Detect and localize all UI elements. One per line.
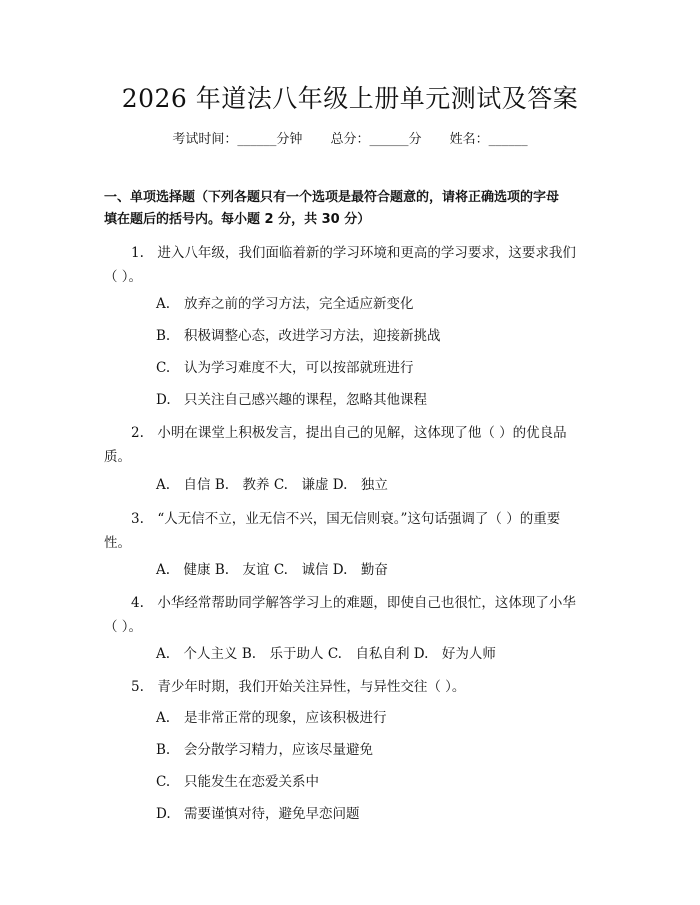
question-4-line-1: 4. 小华经常帮助同学解答学习上的难题，即使自己也很忙，这体现了小华 <box>131 595 576 611</box>
question-1-option-d: D. 只关注自己感兴趣的课程，忽略其他课程 <box>156 392 427 408</box>
question-5-option-a: A. 是非常正常的现象，应该积极进行 <box>156 710 387 726</box>
question-3-options: A. 健康 B. 友谊 C. 诚信 D. 勤奋 <box>156 562 388 578</box>
question-1-option-a: A. 放弃之前的学习方法，完全适应新变化 <box>156 296 414 312</box>
question-2-options: A. 自信 B. 教养 C. 谦虚 D. 独立 <box>156 477 388 493</box>
question-3-line-2: 性。 <box>104 535 131 551</box>
exam-score: 总分：______分 <box>330 132 422 147</box>
section-heading-line-1: 一、单项选择题（下列各题只有一个选项是最符合题意的，请将正确选项的字母 <box>104 190 560 205</box>
section-heading <box>104 187 596 231</box>
question-4-line-2: （ ）。 <box>104 619 143 635</box>
question-5-option-c: C. 只能发生在恋爱关系中 <box>156 774 319 790</box>
question-2-line-1: 2. 小明在课堂上积极发言，提出自己的见解，这体现了他（ ）的优良品 <box>131 425 567 441</box>
exam-meta <box>0 129 700 151</box>
question-1-option-b: B. 积极调整心态，改进学习方法，迎接新挑战 <box>156 328 441 344</box>
question-1 <box>104 241 596 289</box>
question-1-option-c: C. 认为学习难度不大，可以按部就班进行 <box>156 360 414 376</box>
question-2-line-2: 质。 <box>104 449 131 465</box>
question-3-line-1: 3. “人无信不立，业无信不兴，国无信则衰。”这句话强调了（ ）的重要 <box>131 511 561 527</box>
section-heading-line-2: 填在题后的括号内。每小题 2 分，共 30 分） <box>104 212 371 227</box>
exam-time: 考试时间：______分钟 <box>172 132 303 147</box>
question-5-line-1: 5. 青少年时期，我们开始关注异性，与异性交往（ ）。 <box>131 679 466 695</box>
document-title: 2026 年道法八年级上册单元测试及答案 <box>121 84 579 113</box>
question-5-option-d: D. 需要谨慎对待，避免早恋问题 <box>156 806 360 822</box>
question-1-line-1: 1. 进入八年级，我们面临着新的学习环境和更高的学习要求，这要求我们 <box>131 245 576 261</box>
question-5-option-b: B. 会分散学习精力，应该尽量避免 <box>156 742 373 758</box>
question-1-line-2: （ ）。 <box>104 269 143 285</box>
question-5 <box>104 675 596 699</box>
question-2 <box>104 421 596 469</box>
question-3 <box>104 507 596 555</box>
question-4-options: A. 个人主义 B. 乐于助人 C. 自私自利 D. 好为人师 <box>156 646 496 662</box>
exam-name: 姓名：______ <box>449 132 528 147</box>
question-4 <box>104 591 596 639</box>
